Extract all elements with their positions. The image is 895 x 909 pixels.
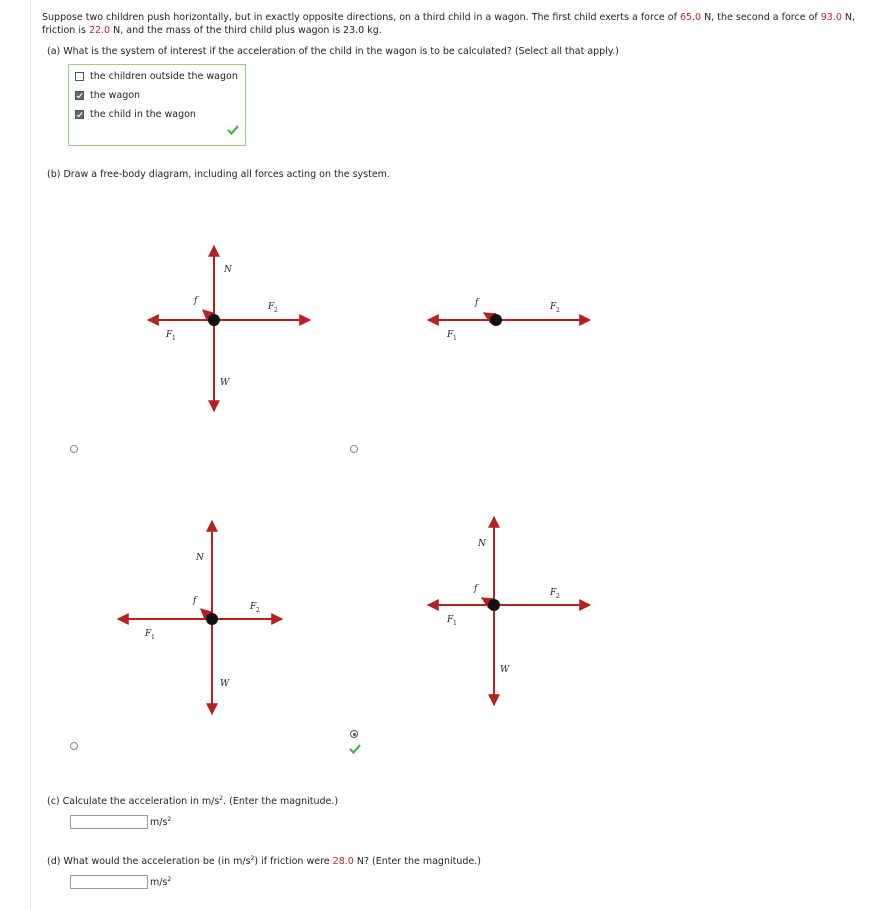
part-a-question: (a) What is the system of interest if the acceleration of the child in the wagon is to be calculated? (Select all that apply.) <box>47 46 619 57</box>
label-n: N <box>478 539 486 549</box>
question-text: (c) Calculate the acceleration in m/s <box>47 796 220 808</box>
label-f: f <box>193 596 197 606</box>
problem-text: N, the second a force of <box>701 12 821 23</box>
diagram-option-3 <box>118 521 282 714</box>
radio-diagram-2[interactable] <box>350 445 358 453</box>
problem-text: Suppose two children push horizontally, but in exactly opposite directions, on a third child in a wagon. The first child exerts a force of <box>42 12 680 23</box>
label-w: W <box>220 679 230 689</box>
label-f2-sub: 2 <box>274 307 278 314</box>
force-2-value: 93.0 <box>820 12 842 23</box>
label-f1: F <box>145 629 152 639</box>
choice-label: the child in the wagon <box>90 109 196 120</box>
question-text: ) if friction were <box>254 856 333 868</box>
problem-text: N, and the mass of the third child plus wagon is 23.0 kg. <box>110 25 382 36</box>
body-dot <box>490 314 502 326</box>
superscript: 2 <box>250 855 255 862</box>
label-f2: F <box>250 602 257 612</box>
diagram-option-2 <box>428 298 590 342</box>
force-1-value: 65.0 <box>679 12 702 23</box>
question-text: (d) What would the acceleration be (in m/s <box>47 856 251 868</box>
question-text: . (Enter the magnitude.) <box>223 796 339 808</box>
friction-value: 22.0 <box>88 25 111 36</box>
label-n: N <box>224 265 232 275</box>
label-f1-sub: 1 <box>453 335 457 342</box>
label-f2-sub: 2 <box>556 593 560 600</box>
diagram-option-4 <box>428 517 590 705</box>
unit-label: $m/s^2$ <box>150 876 172 889</box>
problem-text: N, <box>841 12 856 23</box>
label-f: f <box>475 298 479 308</box>
label-f2-sub: 2 <box>556 307 560 314</box>
label-f: f <box>474 584 478 594</box>
body-dot <box>206 613 218 625</box>
radio-diagram-1[interactable] <box>70 445 78 453</box>
problem-text: friction is <box>42 25 89 36</box>
label-w: W <box>220 378 230 388</box>
superscript: 2 <box>219 795 224 802</box>
part-d-question <box>47 855 481 867</box>
body-dot <box>208 314 220 326</box>
label-f2-sub: 2 <box>256 607 260 614</box>
label-f1: F <box>447 330 454 340</box>
acceleration-input[interactable] <box>70 815 148 829</box>
part-c-question <box>47 795 338 807</box>
choice-label: the wagon <box>90 90 141 101</box>
diagram-option-1 <box>148 246 310 411</box>
label-n: N <box>196 553 204 563</box>
acceleration-friction-input[interactable] <box>70 875 148 889</box>
label-f: f <box>194 296 198 306</box>
radio-diagram-3[interactable] <box>70 742 78 750</box>
label-f2: F <box>550 302 557 312</box>
radio-diagram-4[interactable] <box>350 730 358 738</box>
label-f1-sub: 1 <box>453 620 457 627</box>
checkmark-icon <box>349 744 361 754</box>
question-text: N? (Enter the magnitude.) <box>353 856 481 868</box>
label-w: W <box>500 665 510 675</box>
unit-label: $m/s^2$ <box>150 816 172 829</box>
label-f2: F <box>268 302 275 312</box>
friction-alt-value: 28.0 <box>332 856 354 868</box>
part-b-question: (b) Draw a free-body diagram, including all forces acting on the system. <box>47 169 390 180</box>
label-f1-sub: 1 <box>151 634 155 641</box>
choice-label: the children outside the wagon <box>90 71 238 82</box>
body-dot <box>488 599 500 611</box>
label-f2: F <box>550 588 557 598</box>
label-f1: F <box>166 330 173 340</box>
label-f1-sub: 1 <box>172 335 176 342</box>
label-f1: F <box>447 615 454 625</box>
